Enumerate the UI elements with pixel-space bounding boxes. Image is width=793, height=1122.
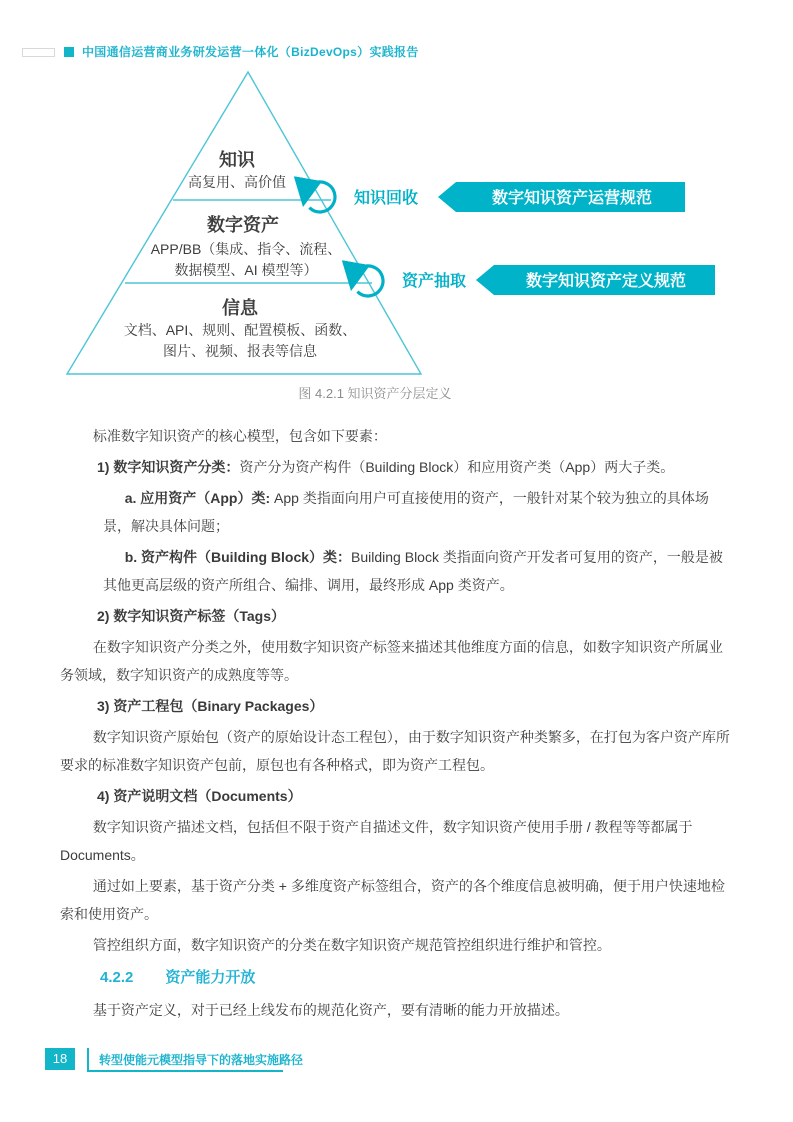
body-paragraph: 在数字知识资产分类之外，使用数字知识资产标签来描述其他维度方面的信息，如数字知识资产所属业务领域，数字知识资产的成熟度等等。 — [60, 639, 723, 683]
banner-definition-spec-label: 数字知识资产定义规范 — [525, 273, 687, 290]
flow-label-knowledge-recycle: 知识回收 — [353, 190, 419, 207]
body-paragraph: 通过如上要素，基于资产分类 + 多维度资产标签组合，资产的各个维度信息被明确，便于用户快速地检索和使用资产。 — [60, 878, 725, 922]
body-paragraph: 基于资产定义，对于已经上线发布的规范化资产，要有清晰的能力开放描述。 — [92, 1002, 569, 1018]
section-title: 资产能力开放 — [165, 969, 256, 986]
body-list-item-2: 2) 数字知识资产标签（Tags） — [97, 608, 285, 624]
footer-title: 转型使能元模型指导下的落地实施路径 — [99, 1053, 304, 1067]
body-list-item-4: 4) 资产说明文档（Documents） — [97, 788, 302, 804]
knowledge-asset-pyramid-diagram — [0, 0, 793, 410]
body-paragraph: 管控组织方面，数字知识资产的分类在数字知识资产规范管控组织进行维护和管控。 — [92, 937, 611, 953]
layer-knowledge-desc: 高复用、高价值 — [188, 174, 286, 190]
body-paragraph: 数字知识资产描述文档，包括但不限于资产自描述文件，数字知识资产使用手册 / 教程等等都属于 Documents。 — [60, 819, 693, 863]
body-list-item-3: 3) 资产工程包（Binary Packages） — [97, 698, 324, 714]
layer-knowledge-title: 知识 — [219, 150, 255, 170]
body-text — [60, 422, 735, 1027]
layer-information-title: 信息 — [222, 298, 258, 318]
body-list-item-1: 1) 数字知识资产分类：资产分为资产构件（Building Block）和应用资产类（App）两大子类。 — [97, 459, 675, 475]
layer-assets-title: 数字资产 — [207, 215, 279, 235]
flow-label-asset-extract: 资产抽取 — [401, 273, 467, 290]
layer-information-desc-line2: 图片、视频、报表等信息 — [163, 343, 317, 359]
body-sub-item-a: a. 应用资产（App）类: App 类指面向用户可直接使用的资产，一般针对某个较为独立的具体场景，解决具体问题； — [103, 490, 709, 534]
page-number-badge: 18 — [45, 1048, 75, 1070]
layer-assets-desc-line2: 数据模型、AI 模型等） — [174, 262, 318, 278]
body-paragraph: 数字知识资产原始包（资产的原始设计态工程包），由于数字知识资产种类繁多，在打包为客户资产库所要求的标准数字知识资产包前，原包也有各种格式，即为资产工程包。 — [60, 729, 730, 773]
section-number: 4.2.2 — [100, 969, 134, 986]
figure-caption: 图 4.2.1 知识资产分层定义 — [298, 386, 452, 401]
layer-information-desc-line1: 文档、API、规则、配置模板、函数、 — [123, 322, 357, 338]
banner-operation-spec-label: 数字知识资产运营规范 — [491, 190, 653, 207]
layer-assets-desc-line1: APP/BB（集成、指令、流程、 — [150, 241, 342, 257]
footer-divider-vertical — [87, 1048, 89, 1070]
page-footer — [0, 1046, 793, 1076]
body-paragraph: 标准数字知识资产的核心模型，包含如下要素： — [92, 428, 387, 444]
header-title: 中国通信运营商业务研发运营一体化（BizDevOps）实践报告 — [82, 45, 419, 59]
footer-divider-horizontal — [87, 1070, 283, 1072]
body-sub-item-b: b. 资产构件（Building Block）类：Building Block 类指面向资产开发者可复用的资产，一般是被其他更高层级的资产所组合、编排、调用，最终形成 App 类资产。 — [103, 549, 723, 593]
section-heading-4-2-2 — [100, 964, 735, 992]
